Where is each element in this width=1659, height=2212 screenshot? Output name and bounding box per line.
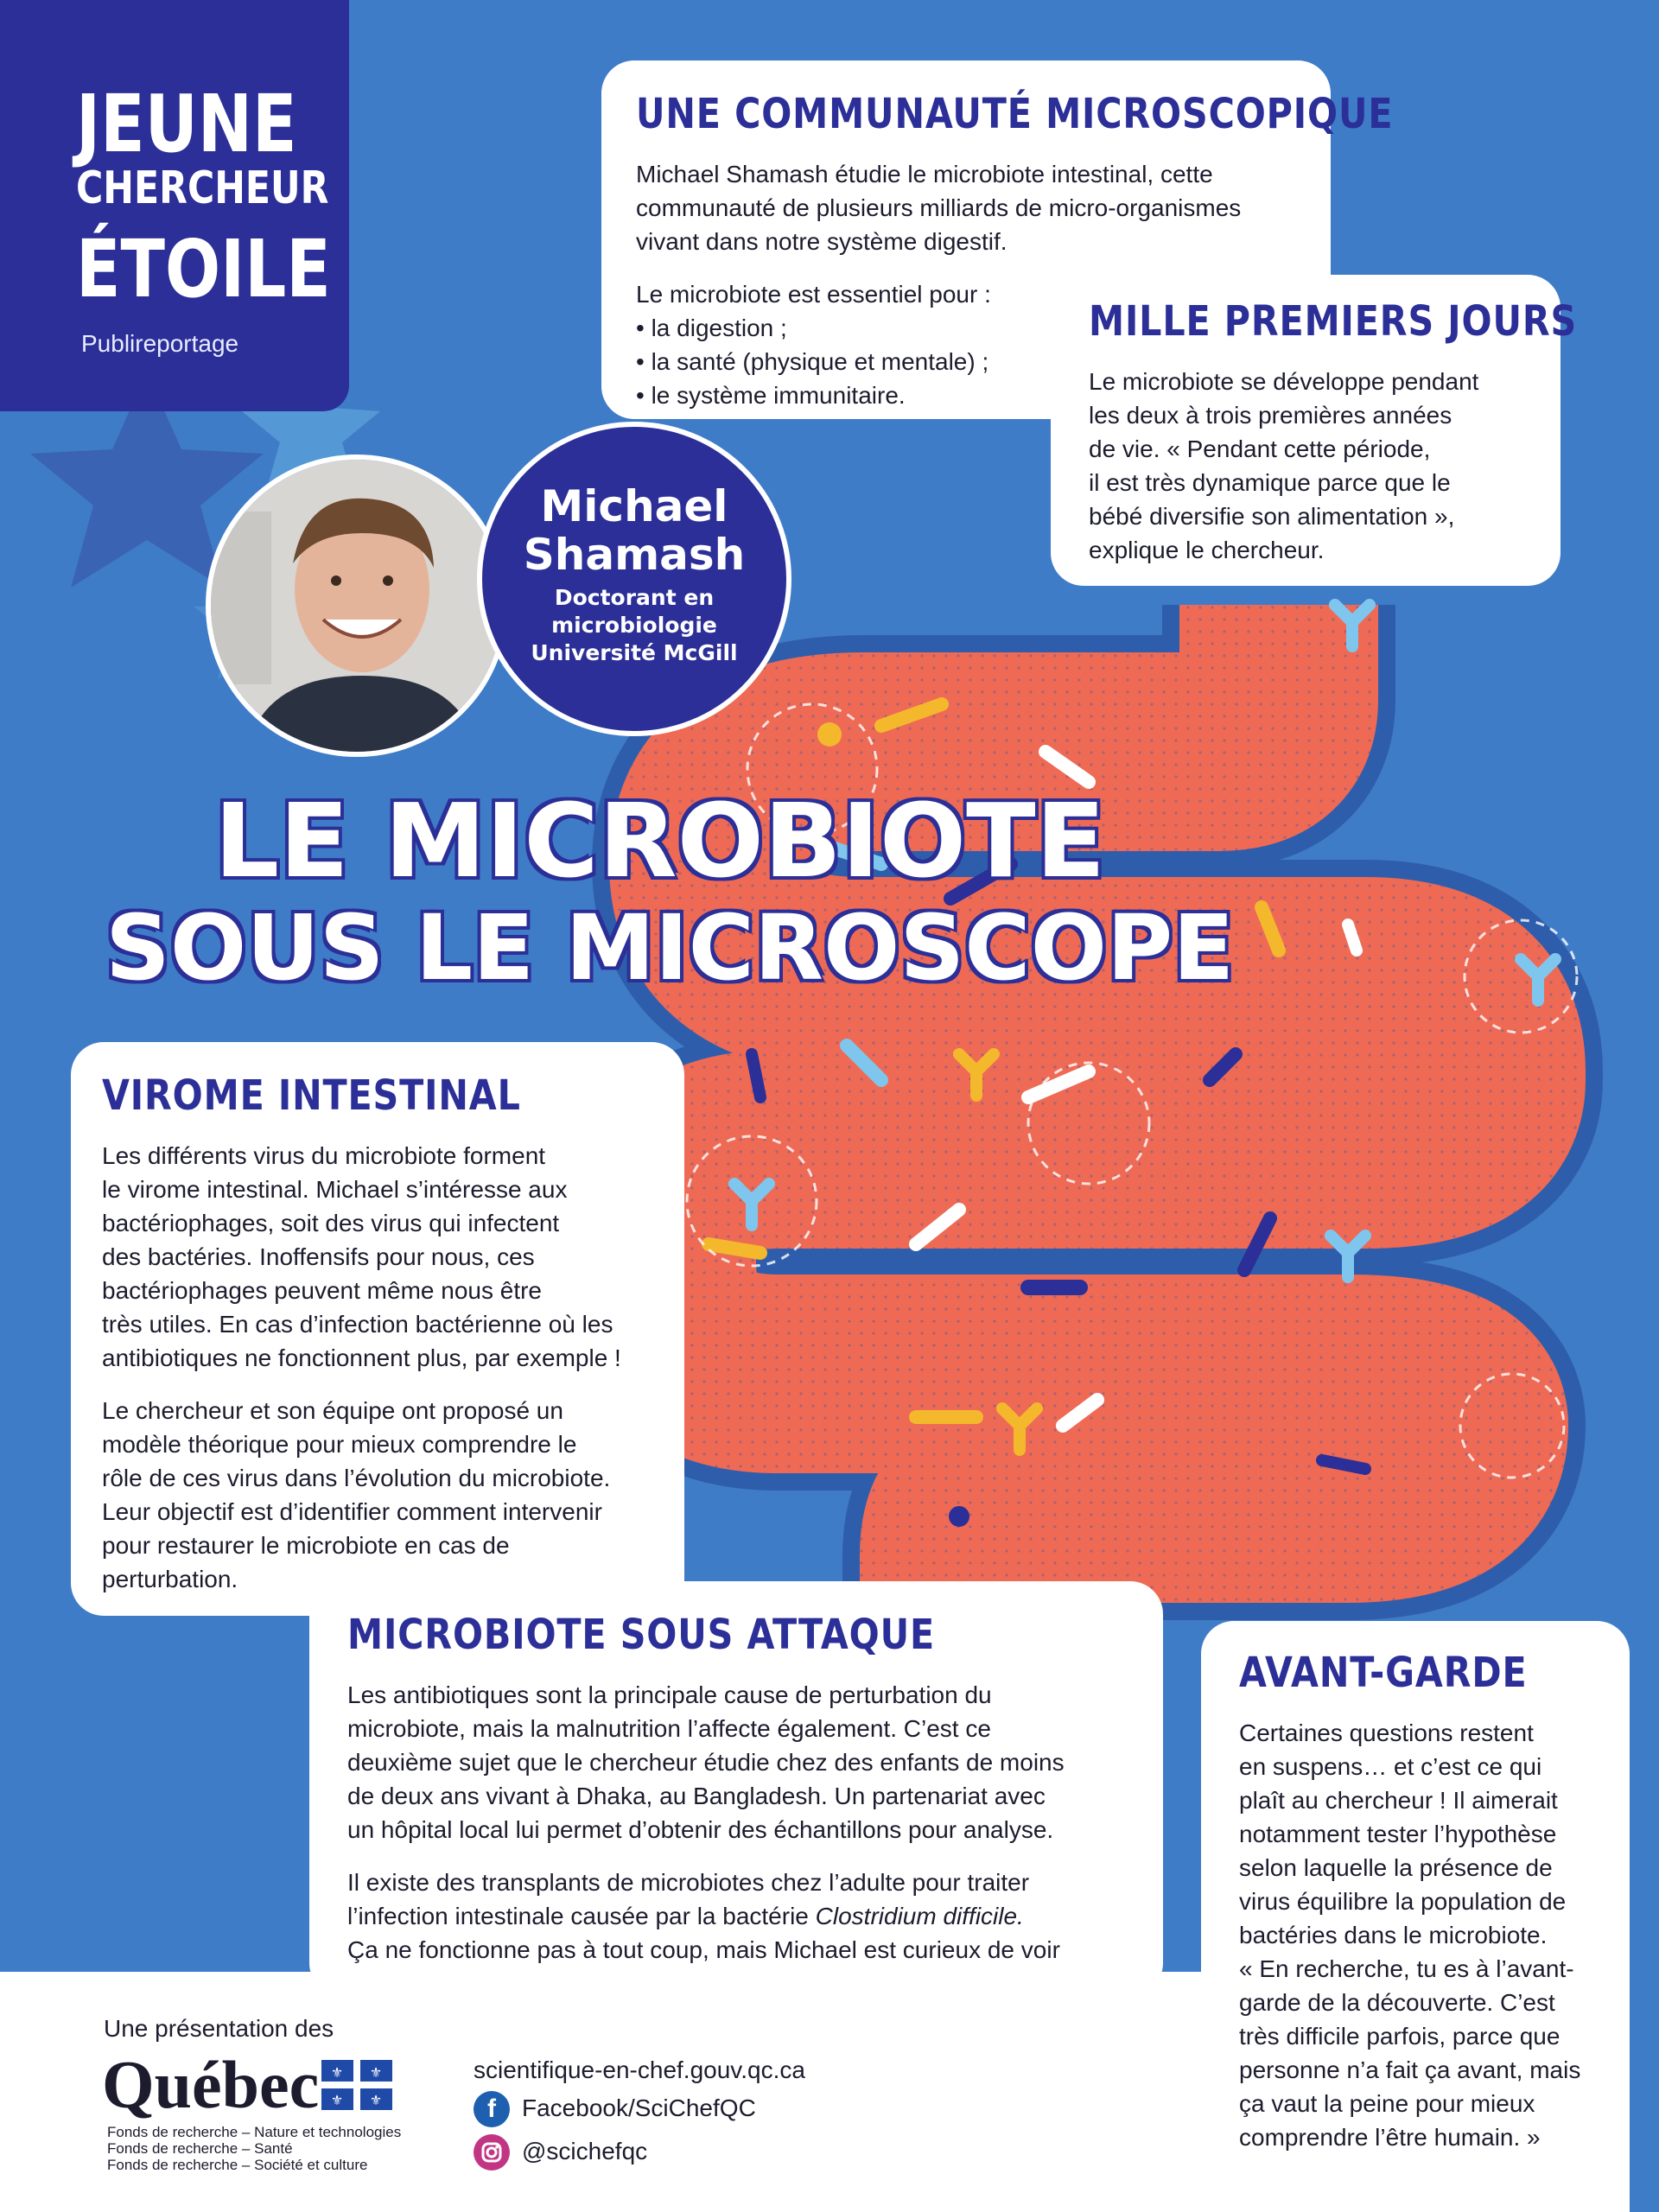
profile-role-line1: Doctorant en — [554, 585, 715, 610]
card-attaque-heading: MICROBIOTE SOUS ATTAQUE — [347, 1611, 936, 1659]
fonds-line: Fonds de recherche – Santé — [107, 2140, 293, 2157]
fonds-line: Fonds de recherche – Nature et technologies — [107, 2124, 402, 2140]
card-avant-line: « En recherche, tu es à l’avant- — [1239, 1955, 1574, 1982]
brand-jeune: JEUNE — [76, 78, 297, 170]
svg-text:⚜: ⚜ — [369, 2064, 383, 2081]
card-mille-premiers-jours — [1051, 275, 1578, 586]
profile-affiliation: Université McGill — [531, 640, 738, 665]
card-avant-line: garde de la découverte. C’est — [1239, 1989, 1555, 2016]
intestine-illustration — [657, 605, 1486, 1599]
list-item: • la santé (physique et mentale) ; — [636, 348, 989, 375]
name-badge — [477, 422, 791, 736]
svg-text:⚜: ⚜ — [369, 2092, 383, 2108]
card-communaute-para1: Michael Shamash étudie le microbiote intestinal, cette communauté de plusieurs milliards de micro-organismes vivant dans notre système digestif. — [636, 161, 1242, 255]
card-attaque — [309, 1581, 1163, 1996]
facebook-link[interactable]: Facebook/SciChefQC — [522, 2094, 756, 2121]
card-avant-line: plaît au chercheur ! Il aimerait — [1239, 1787, 1558, 1814]
card-virome-heading: VIROME INTESTINAL — [102, 1071, 521, 1120]
card-attaque-para2: Il existe des transplants de microbiotes chez l’adulte pour traiter l’infection intestinale causée par la bactérie Clostridium difficile. Ça ne fonctionne pas à tout coup, mais Michael est curieux de voir — [347, 1869, 1060, 1963]
card-virome — [71, 1042, 684, 1616]
card-mille-line: explique le chercheur. — [1089, 537, 1325, 563]
avatar — [206, 454, 508, 757]
profile-last-name: Shamash — [523, 530, 746, 580]
list-item: • le système immunitaire. — [636, 382, 906, 409]
presentation-label: Une présentation des — [104, 2015, 334, 2042]
main-title-line2: SOUS LE MICROSCOPE — [105, 895, 1235, 1001]
card-avant-line: selon laquelle la présence de — [1239, 1854, 1553, 1881]
card-avant-line: comprendre l’être humain. » — [1239, 2124, 1541, 2151]
profile-role-line2: microbiologie — [551, 613, 717, 638]
card-avant-garde — [1201, 1621, 1630, 2212]
card-mille-heading: MILLE PREMIERS JOURS — [1089, 297, 1578, 346]
brand-subtitle: Publireportage — [81, 330, 239, 357]
card-avant-line: Certaines questions restent — [1239, 1719, 1534, 1746]
card-avant-line: virus équilibre la population de — [1239, 1888, 1567, 1915]
card-avant-line: en suspens… et c’est ce qui — [1239, 1753, 1542, 1780]
species-name: Clostridium difficile. — [815, 1903, 1024, 1929]
card-avant-line: très difficile parfois, parce que — [1239, 2023, 1560, 2050]
facebook-icon[interactable]: f — [474, 2091, 510, 2127]
card-virome-para1: Les différents virus du microbiote forment le virome intestinal. Michael s’intéresse aux bactériophages, soit des virus qui infectent des bactéries. Inoffensifs pour nous, ces bactériophages peuvent même nous être très utiles. En cas d’infection bactérienne où les antibiotiques ne fonctionnent plus, par exemple ! — [102, 1142, 621, 1371]
brand-chercheur: CHERCHEUR — [76, 162, 329, 214]
card-avant-heading: AVANT-GARDE — [1239, 1649, 1528, 1697]
card-mille-line: bébé diversifie son alimentation », — [1089, 503, 1455, 530]
instagram-icon[interactable] — [474, 2134, 510, 2171]
instagram-link[interactable]: @scichefqc — [522, 2138, 648, 2164]
card-communaute-para2: Le microbiote est essentiel pour : — [636, 281, 991, 308]
card-mille-line: de vie. « Pendant cette période, — [1089, 435, 1431, 462]
portrait-illustration — [211, 460, 505, 753]
website-link[interactable]: scientifique-en-chef.gouv.qc.ca — [474, 2056, 805, 2083]
card-mille-line: Le microbiote se développe pendant — [1089, 368, 1479, 395]
fonds-line: Fonds de recherche – Société et culture — [107, 2157, 368, 2173]
main-title-line1: LE MICROBIOTE — [214, 781, 1106, 900]
card-mille-line: les deux à trois premières années — [1089, 402, 1452, 429]
svg-text:⚜: ⚜ — [330, 2064, 344, 2081]
brand-etoile: ÉTOILE — [76, 223, 331, 315]
card-avant-line: bactéries dans le microbiote. — [1239, 1922, 1548, 1948]
card-virome-para2: Le chercheur et son équipe ont proposé un modèle théorique pour mieux comprendre le rôle de ces virus dans l’évolution du microbiote. Leur objectif est d’identifier comment intervenir pour restaurer le microbiote en cas de perturbation. — [102, 1397, 611, 1592]
card-communaute-heading: UNE COMMUNAUTÉ MICROSCOPIQUE — [636, 90, 1394, 138]
brand-box — [0, 0, 349, 411]
card-mille-line: il est très dynamique parce que le — [1089, 469, 1451, 496]
profile-first-name: Michael — [540, 481, 728, 531]
card-avant-line: personne n’a fait ça avant, mais — [1239, 2056, 1581, 2083]
svg-text:⚜: ⚜ — [330, 2092, 344, 2108]
card-avant-line: notamment tester l’hypothèse — [1239, 1821, 1557, 1847]
quebec-flag-icon — [321, 2060, 392, 2110]
card-attaque-para1: Les antibiotiques sont la principale cause de perturbation du microbiote, mais la malnutrition l’affecte également. C’est ce deuxième sujet que le chercheur étudie chez des enfants de moins de deux ans vivant à Dhaka, au Bangladesh. Un partenariat avec un hôpital local lui permet d’obtenir des échantillons pour analyse. — [347, 1681, 1065, 1843]
quebec-logo: Québec — [102, 2047, 320, 2122]
list-item: • la digestion ; — [636, 315, 787, 341]
card-avant-line: ça vaut la peine pour mieux — [1239, 2090, 1535, 2117]
